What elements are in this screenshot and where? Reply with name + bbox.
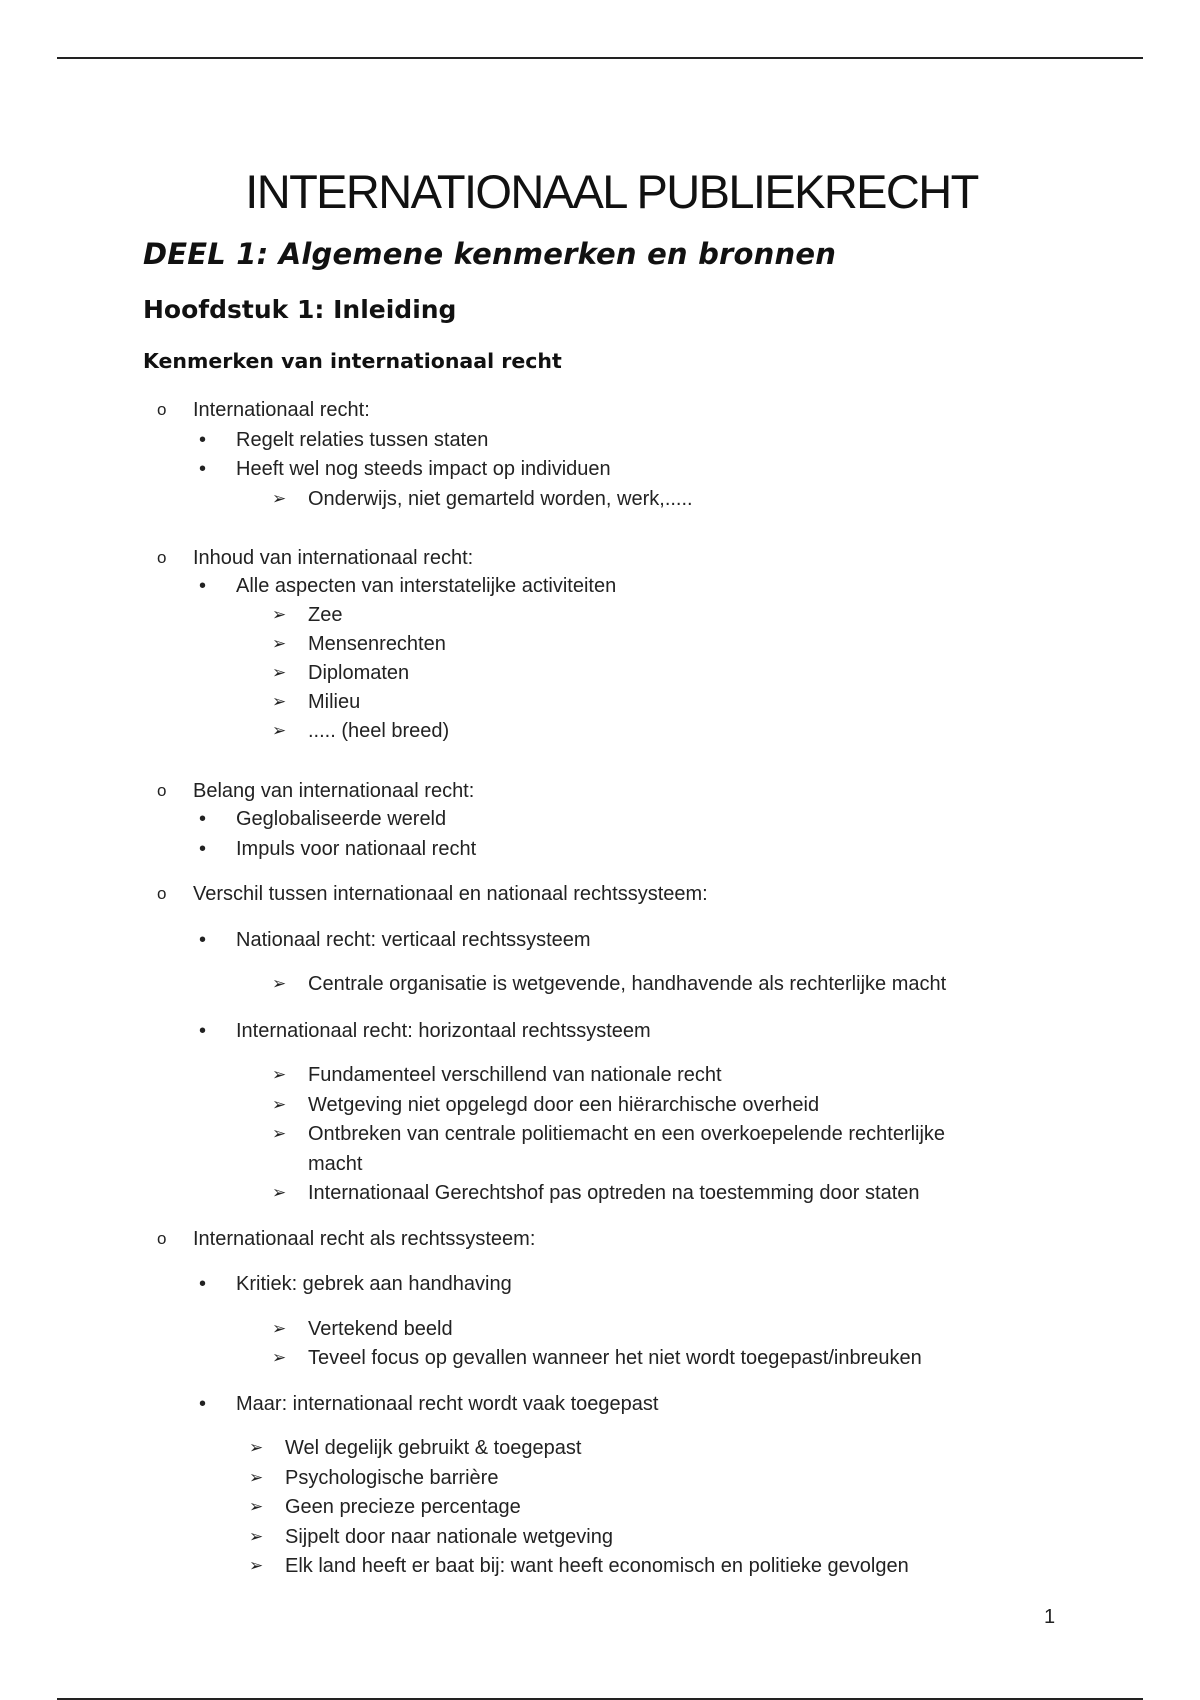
circle-bullet-icon: o xyxy=(157,548,167,567)
list-subitem: Psychologische barrière xyxy=(285,1467,499,1489)
arrow-bullet-icon: ➢ xyxy=(272,721,287,740)
list-subitem: Sijpelt door naar nationale wetgeving xyxy=(285,1526,613,1548)
bullet-icon: • xyxy=(199,429,207,451)
list-item: Geglobaliseerde wereld xyxy=(236,808,447,830)
arrow-bullet-icon: ➢ xyxy=(272,489,287,508)
bullet-icon: • xyxy=(199,1020,207,1042)
arrow-bullet-icon: ➢ xyxy=(272,692,287,711)
circle-bullet-icon: o xyxy=(157,781,167,800)
bullet-icon: • xyxy=(199,838,207,860)
arrow-bullet-icon: ➢ xyxy=(249,1556,264,1575)
page-number: 1 xyxy=(1044,1606,1056,1628)
bullet-icon: • xyxy=(199,575,207,597)
arrow-bullet-icon: ➢ xyxy=(249,1497,264,1516)
arrow-bullet-icon: ➢ xyxy=(249,1527,264,1546)
list-heading: Internationaal recht: xyxy=(193,399,370,421)
bullet-icon: • xyxy=(199,458,207,480)
list-subitem: Geen precieze percentage xyxy=(285,1496,521,1518)
list-subitem: Teveel focus op gevallen wanneer het niet wordt toegepast/inbreuken xyxy=(308,1347,922,1369)
list-item: Nationaal recht: verticaal rechtssysteem xyxy=(236,929,591,951)
list-subitem: Mensenrechten xyxy=(308,633,446,655)
list-heading: Belang van internationaal recht: xyxy=(193,780,475,802)
arrow-bullet-icon: ➢ xyxy=(272,974,287,993)
list-subitem: Fundamenteel verschillend van nationale recht xyxy=(308,1064,722,1086)
list-item: Regelt relaties tussen staten xyxy=(236,429,489,451)
section-heading: Kenmerken van internationaal recht xyxy=(143,349,562,373)
list-heading: Verschil tussen internationaal en nationaal rechtssysteem: xyxy=(193,883,708,905)
document-title: INTERNATIONAAL PUBLIEKRECHT xyxy=(245,165,978,218)
list-item: Alle aspecten van interstatelijke activiteiten xyxy=(236,575,617,597)
bullet-icon: • xyxy=(199,808,207,830)
chapter-heading: Hoofdstuk 1: Inleiding xyxy=(143,295,457,324)
list-subitem: Vertekend beeld xyxy=(308,1318,453,1340)
list-item: Impuls voor nationaal recht xyxy=(236,838,477,860)
list-subitem: Wetgeving niet opgelegd door een hiërarchische overheid xyxy=(308,1094,820,1116)
arrow-bullet-icon: ➢ xyxy=(249,1468,264,1487)
list-subitem: Milieu xyxy=(308,691,361,713)
arrow-bullet-icon: ➢ xyxy=(272,1319,287,1338)
circle-bullet-icon: o xyxy=(157,884,167,903)
list-subitem: Diplomaten xyxy=(308,662,410,684)
part-heading: DEEL 1: Algemene kenmerken en bronnen xyxy=(143,237,837,271)
top-rule xyxy=(57,57,1143,59)
list-subitem: Wel degelijk gebruikt & toegepast xyxy=(285,1437,582,1459)
list-item: Kritiek: gebrek aan handhaving xyxy=(236,1273,512,1295)
list-item: Internationaal recht: horizontaal rechtssysteem xyxy=(236,1020,651,1042)
list-subitem: Elk land heeft er baat bij: want heeft economisch en politieke gevolgen xyxy=(285,1555,909,1577)
arrow-bullet-icon: ➢ xyxy=(272,1183,287,1202)
bullet-icon: • xyxy=(199,929,207,951)
list-subitem: ..... (heel breed) xyxy=(308,720,450,742)
list-subitem-continuation: macht xyxy=(308,1153,363,1175)
list-item: Maar: internationaal recht wordt vaak toegepast xyxy=(236,1393,659,1415)
arrow-bullet-icon: ➢ xyxy=(272,1348,287,1367)
arrow-bullet-icon: ➢ xyxy=(272,663,287,682)
circle-bullet-icon: o xyxy=(157,1229,167,1248)
arrow-bullet-icon: ➢ xyxy=(272,1124,287,1143)
arrow-bullet-icon: ➢ xyxy=(272,1065,287,1084)
list-subitem: Onderwijs, niet gemarteld worden, werk,..... xyxy=(308,488,693,510)
arrow-bullet-icon: ➢ xyxy=(249,1438,264,1457)
list-subitem: Zee xyxy=(308,604,343,626)
arrow-bullet-icon: ➢ xyxy=(272,1095,287,1114)
list-heading: Internationaal recht als rechtssysteem: xyxy=(193,1228,536,1250)
list-item: Heeft wel nog steeds impact op individuen xyxy=(236,458,611,480)
list-heading: Inhoud van internationaal recht: xyxy=(193,547,474,569)
bullet-icon: • xyxy=(199,1393,207,1415)
list-subitem: Internationaal Gerechtshof pas optreden na toestemming door staten xyxy=(308,1182,920,1204)
arrow-bullet-icon: ➢ xyxy=(272,605,287,624)
list-subitem: Ontbreken van centrale politiemacht en een overkoepelende rechterlijke xyxy=(308,1123,946,1145)
bullet-icon: • xyxy=(199,1273,207,1295)
circle-bullet-icon: o xyxy=(157,400,167,419)
arrow-bullet-icon: ➢ xyxy=(272,634,287,653)
list-subitem: Centrale organisatie is wetgevende, handhavende als rechterlijke macht xyxy=(308,973,947,995)
